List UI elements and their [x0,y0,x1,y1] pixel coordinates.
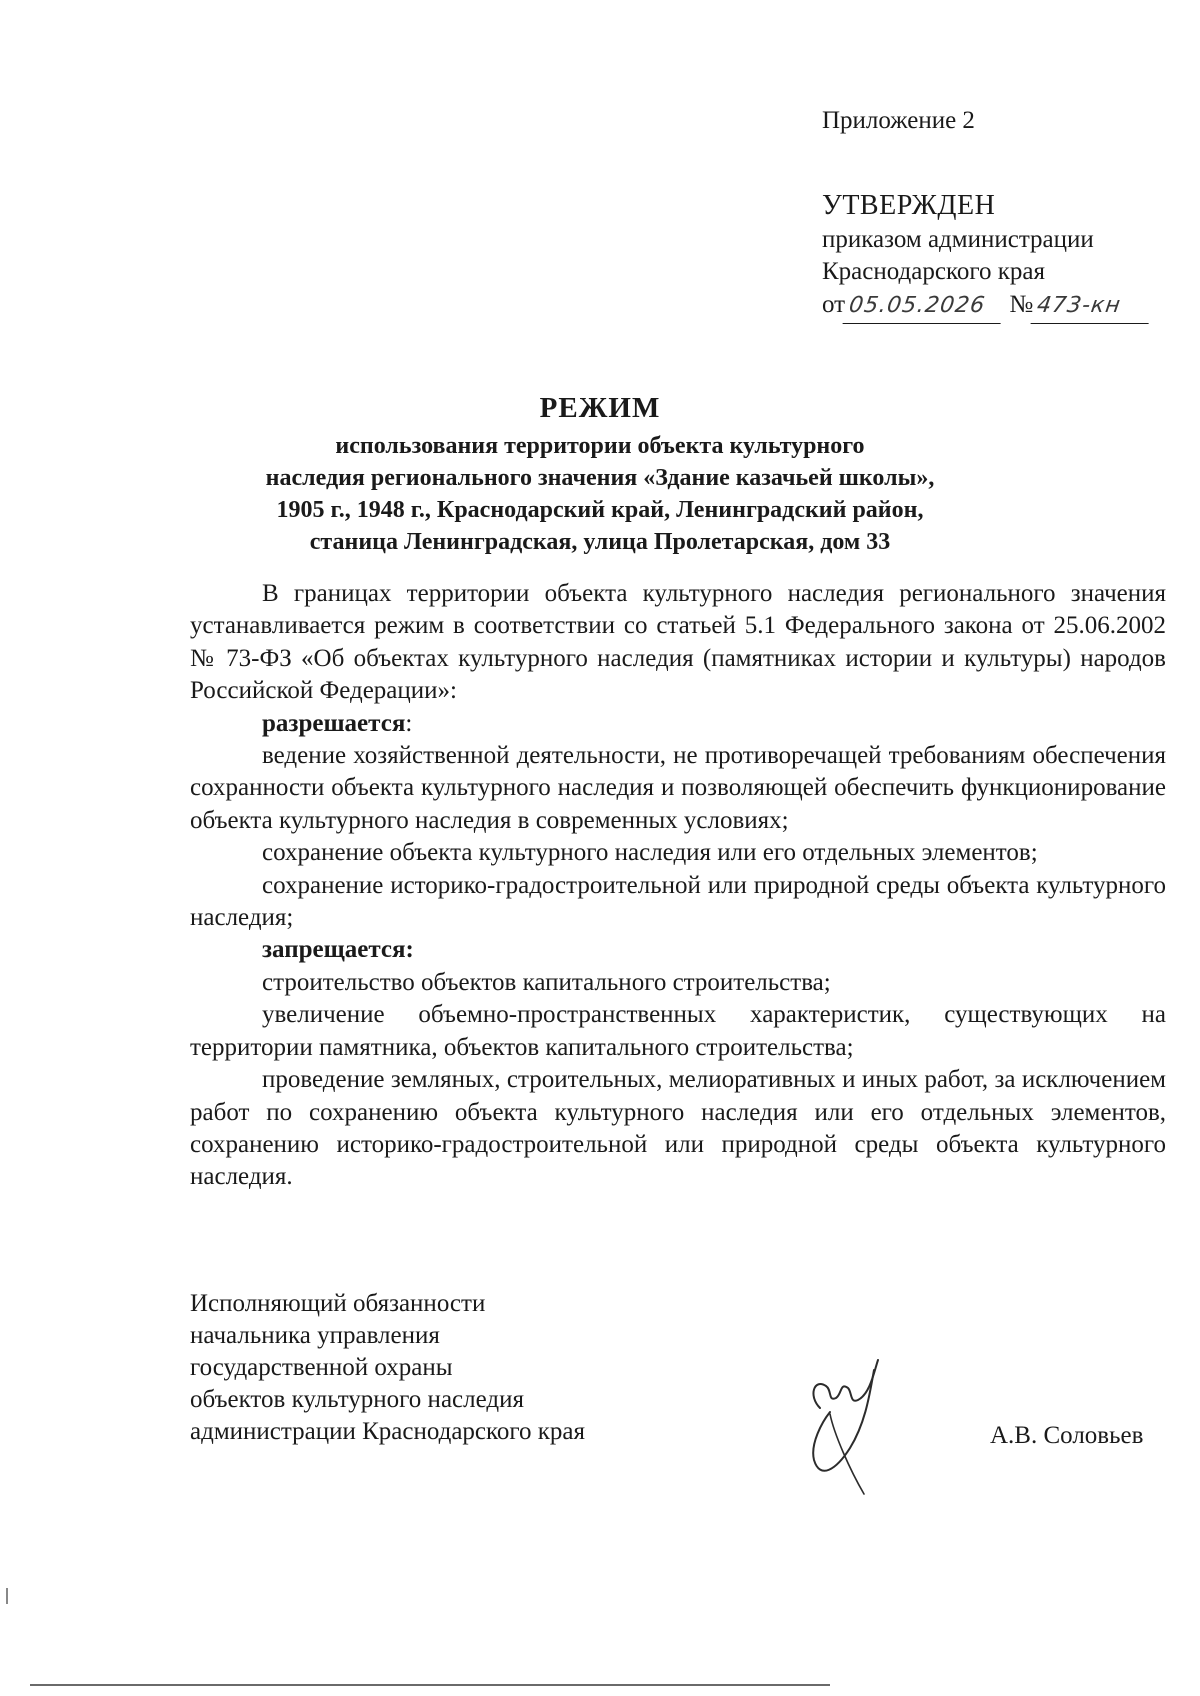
approved-heading: УТВЕРЖДЕН [822,190,996,221]
forbidden-item: строительство объектов капитального строительства; [262,968,831,996]
intro-paragraph: В границах территории объекта культурного наследия регионального значения устанавливается режим в соответствии со статьей 5.1 Федерального закона от 25.06.2002 № 73-ФЗ «Об объектах культурного наследия (памятниках истории и культуры) народов Российской Федерации»: [190,580,1166,705]
allowed-heading-paragraph [190,708,1166,740]
signer-name: А.В. Соловьев [990,1422,1144,1449]
title-line-1: использования территории объекта культурного [335,433,865,459]
approval-order-line: приказом администрации [822,226,1094,253]
forbidden-heading: запрещается: [262,936,414,964]
approval-date-number-line [822,288,1162,324]
approval-block [822,104,1162,324]
date-prefix: от [822,291,846,318]
signer-title [190,1288,710,1448]
allowed-item: сохранение историко-градостроительной или природной среды объекта культурного наследия; [190,871,1166,932]
number-prefix: № [1009,291,1034,318]
forbidden-heading-paragraph [190,934,1166,966]
signer-title-line: государственной охраны [190,1354,453,1381]
title-line-3: 1905 г., 1948 г., Краснодарский край, Ленинградский район, [276,497,924,523]
forbidden-item: увеличение объемно-пространственных характеристик, существующих на территории памятника, объектов капитального строительства; [190,1001,1166,1061]
document-title [160,390,1040,558]
allowed-heading: разрешается [262,709,406,737]
signer-title-line: начальника управления [190,1322,440,1349]
handwritten-signature [790,1352,910,1502]
allowed-heading-colon: : [405,709,413,737]
handwritten-date: 05.05.2026 [843,289,1006,324]
title-line-4: станица Ленинградская, улица Пролетарская, дом 33 [309,529,891,555]
document-body [190,578,1166,1194]
handwritten-number: 473-кн [1031,289,1154,324]
title-main: РЕЖИМ [539,392,661,424]
scan-mark [6,1588,8,1604]
signer-title-line: администрации Краснодарского края [190,1418,586,1445]
signer-title-line: Исполняющий обязанности [190,1290,486,1317]
approval-authority-line: Краснодарского края [822,258,1045,285]
scan-edge-line [30,1684,830,1686]
allowed-item: сохранение объекта культурного наследия или его отдельных элементов; [262,839,1038,867]
allowed-item: ведение хозяйственной деятельности, не противоречащей требованиям обеспечения сохранности объекта культурного наследия и позволяющей обеспечить функционирование объекта культурного наследия в современных условиях; [190,742,1166,834]
signer-title-line: объектов культурного наследия [190,1386,524,1413]
forbidden-item: проведение земляных, строительных, мелиоративных и иных работ, за исключением работ по сохранению объекта культурного наследия или его отдельных элементов, сохранению историко-градостроительной или природной среды объекта культурного наследия. [190,1066,1166,1191]
appendix-label: Приложение 2 [822,107,975,134]
title-line-2: наследия регионального значения «Здание казачьей школы», [265,465,935,491]
